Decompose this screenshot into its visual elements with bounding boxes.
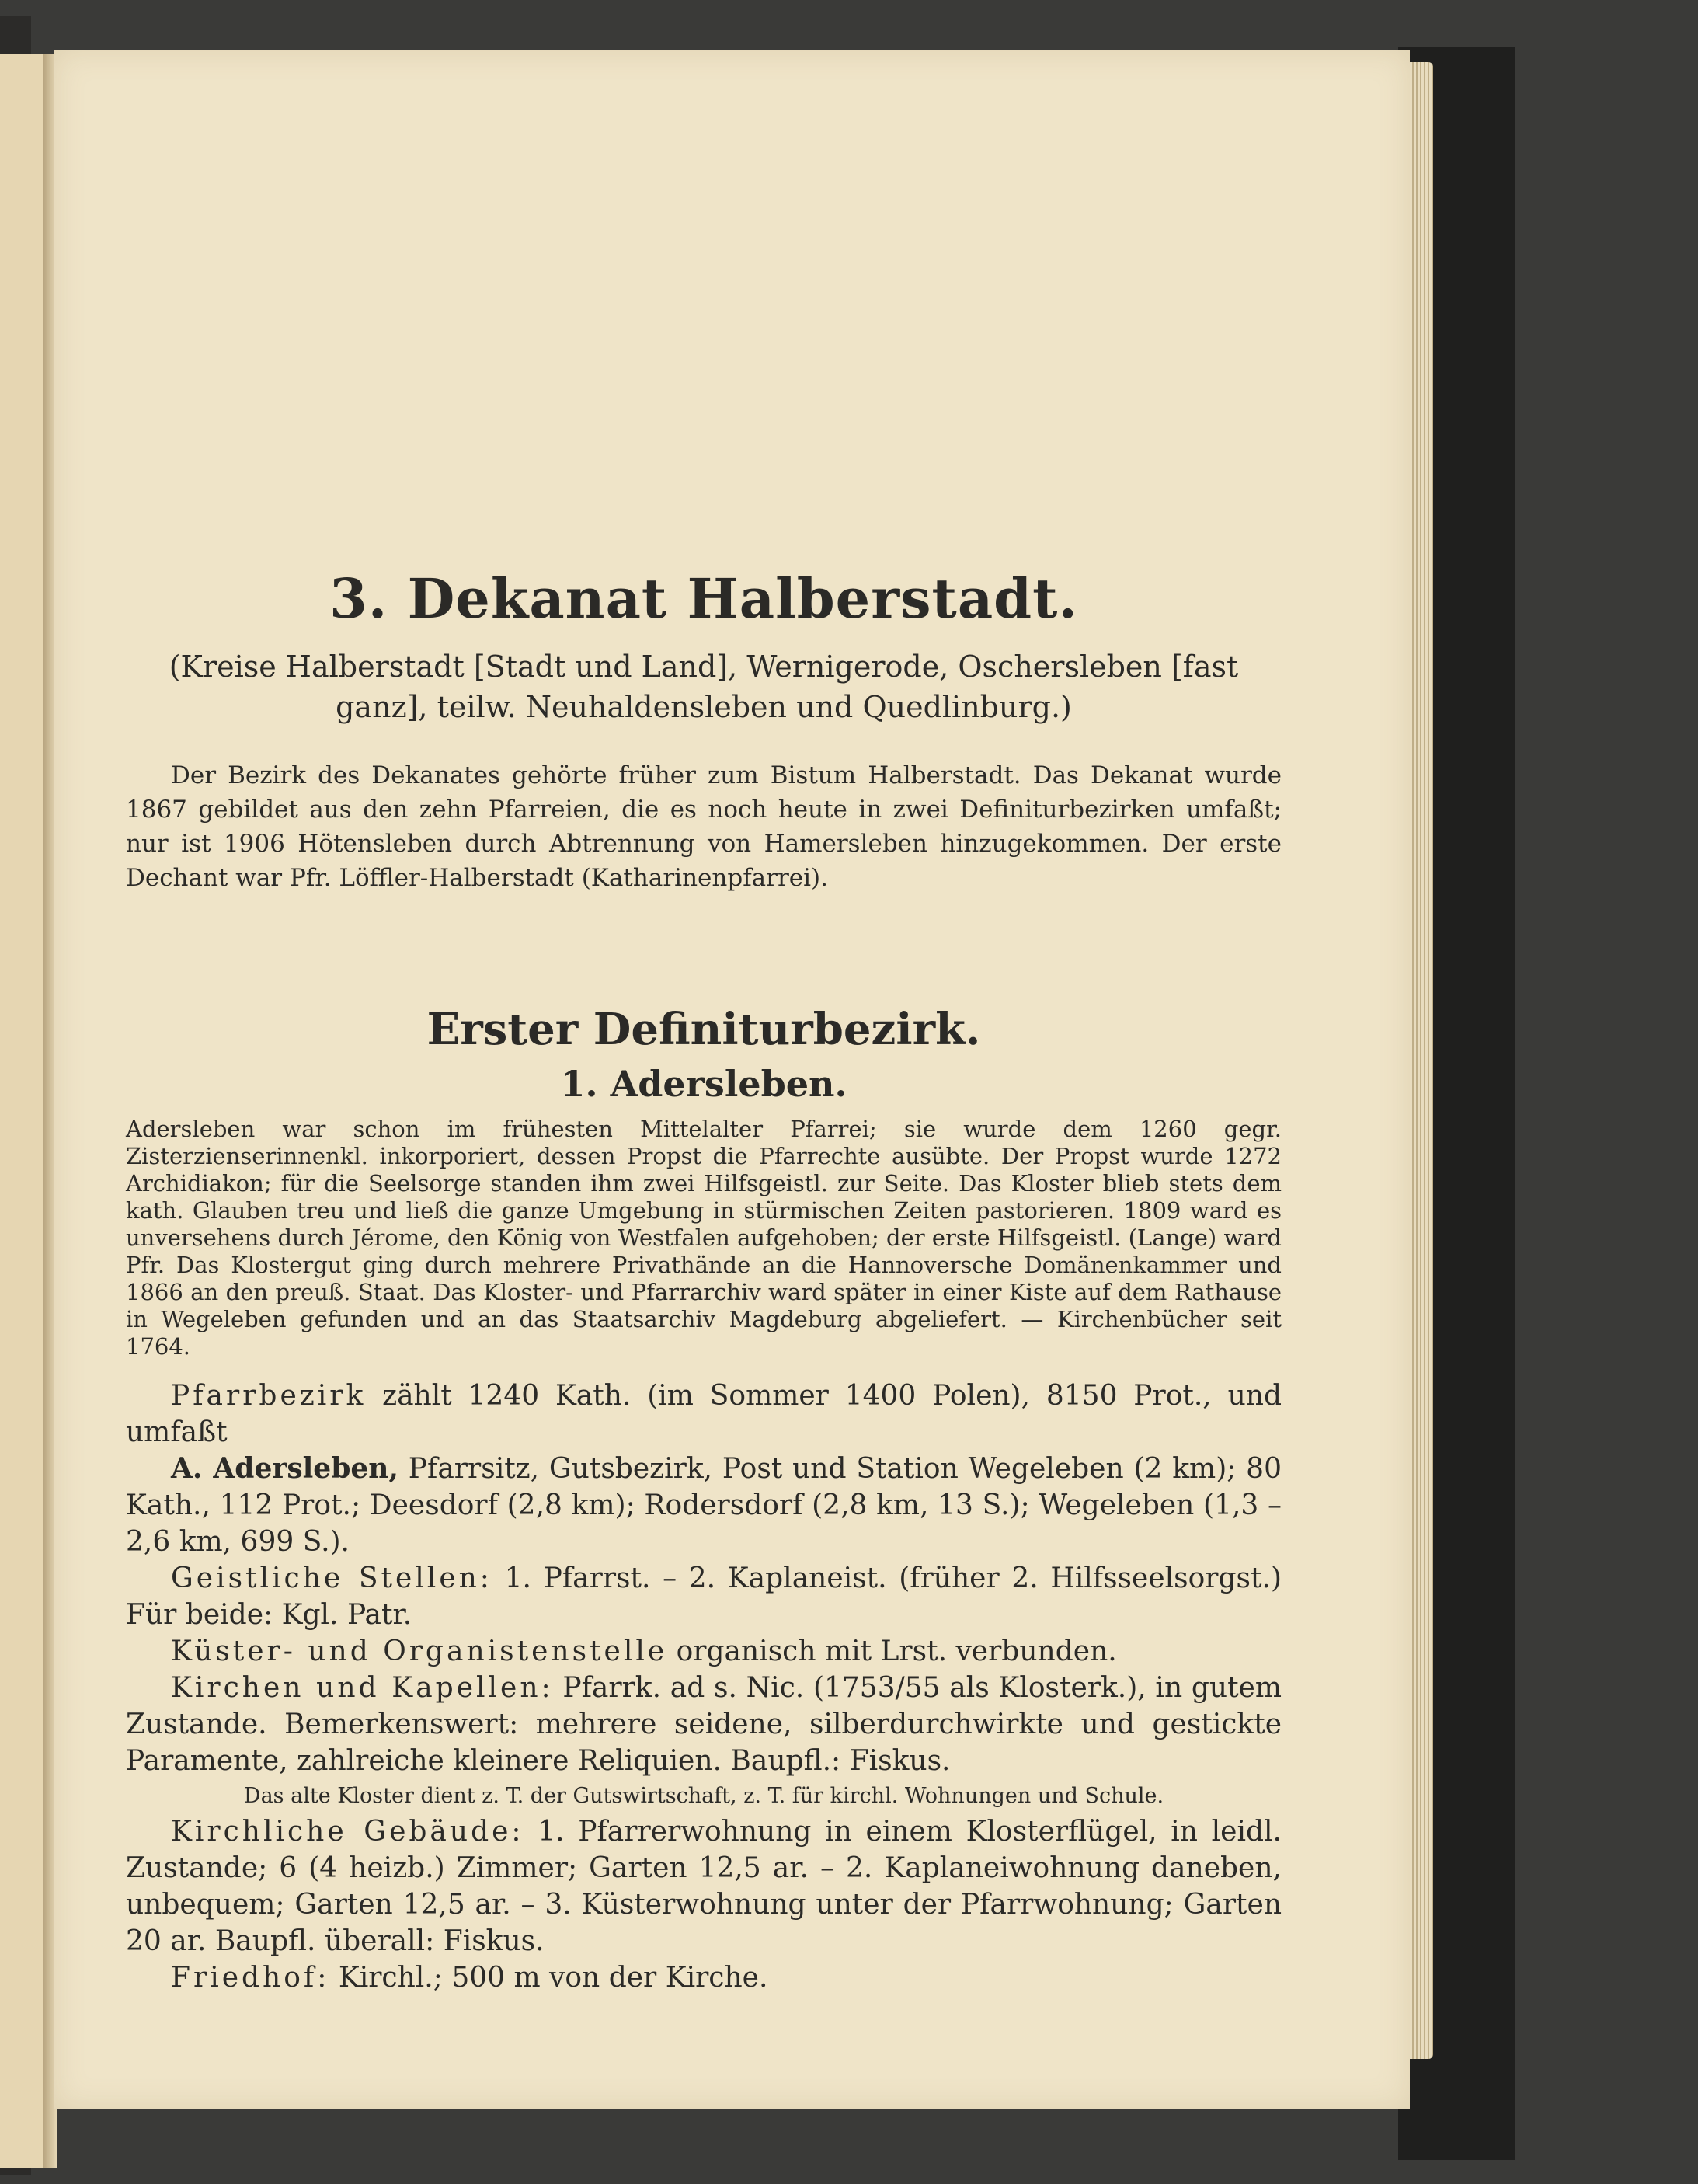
gebaeude-label: Kirchliche Gebäude: (171, 1816, 524, 1848)
kirchen-paragraph (126, 1670, 1282, 1779)
adersleben-paragraph (126, 1451, 1282, 1560)
left-page-edge (0, 54, 47, 2168)
friedhof-label: Friedhof: (171, 1962, 330, 1994)
entry-intro: Adersleben war schon im frühesten Mittelalter Pfarrei; sie wurde dem 1260 gegr. Zisterzienserinnenkl. inkorporiert, dessen Propst die Pfarrechte ausübte. Der Propst wurde 1272 Archidiakon; für die Seelsorge standen ihm zwei Hilfsgeistl. zur Seite. Das Kloster blieb stets dem kath. Glauben treu und ließ die ganze Umgebung in stürmischen Zeiten pastorieren. 1809 ward es unversehens durch Jérome, den König von Westfalen aufgehoben; der erste Hilfsgeistl. (Lange) ward Pfr. Das Klostergut ging durch mehrere Privathände an die Hannoversche Domänenkammer und 1866 an den preuß. Staat. Das Kloster- und Pfarrarchiv ward später in einer Kiste auf dem Rathause in Wegeleben gefunden und an das Staatsarchiv Magdeburg abgeliefert. — Kirchenbücher seit 1764. (126, 1116, 1282, 1360)
adersleben-text: Pfarrsitz, Gutsbezirk, Post und Station Wegeleben (2 km); 80 Kath., 112 Prot.; Deesdorf (2,8 km); Rodersdorf (2,8 km, 13 S.); Wegeleben (1,3 – 2,6 km, 699 S.). (126, 1453, 1282, 1558)
kuester-text: organisch mit Lrst. verbunden. (667, 1635, 1117, 1667)
kirchen-label: Kirchen und Kapellen: (171, 1672, 554, 1704)
gebaeude-paragraph (126, 1813, 1282, 1959)
friedhof-text: Kirchl.; 500 m von der Kirche. (329, 1962, 768, 1994)
kuester-label: Küster- und Organistenstelle (171, 1635, 668, 1667)
gebaeude-text: 1. Pfarrerwohnung in einem Klosterflügel, in leidl. Zustande; 6 (4 heizb.) Zimmer; Garten 12,5 ar. – 2. Kaplaneiwohnung daneben, unbequem; Garten 12,5 ar. – 3. Küsterwohnung unter der Pfarrwohnung; Garten 20 ar. Baupfl. überall: Fiskus. (126, 1816, 1282, 1957)
geistliche-text: 1. Pfarrst. – 2. Kaplaneist. (früher 2. Hilfsseelsorgst.) Für beide: Kgl. Patr. (126, 1562, 1282, 1631)
page-title: 3. Dekanat Halberstadt. (329, 566, 1078, 631)
geistliche-label: Geistliche Stellen: (171, 1562, 492, 1594)
kloster-note: Das alte Kloster dient z. T. der Gutswirtschaft, z. T. für kirchl. Wohnungen und Schule. (243, 1784, 1164, 1808)
pfarrbezirk-paragraph (126, 1378, 1282, 1451)
intro-paragraph: Der Bezirk des Dekanates gehörte früher zum Bistum Halberstadt. Das Dekanat wurde 1867 gebildet aus den zehn Pfarreien, die es noch heute in zwei Definiturbezirken umfaßt; nur ist 1906 Hötensleben durch Abtrennung von Hamersleben hinzugekommen. Der erste Dechant war Pfr. Löffler-Halberstadt (Katharinenpfarrei). (126, 761, 1282, 892)
book-page (54, 50, 1410, 2109)
kuester-paragraph (126, 1633, 1282, 1670)
section-title: Erster Definiturbezirk. (426, 1004, 981, 1055)
page-content (126, 566, 1282, 1996)
entry-title: 1. Adersleben. (560, 1063, 847, 1105)
friedhof-paragraph (126, 1959, 1282, 1996)
adersleben-label: A. Adersleben, (171, 1452, 398, 1485)
kirchen-text: Pfarrk. ad s. Nic. (1753/55 als Klosterk.), in gutem Zustande. Bemerkenswert: mehrere seidene, silberdurchwirkte und gestickte Paramente, zahlreiche kleinere Reliquien. Baupfl.: Fiskus. (126, 1672, 1282, 1777)
page-subtitle: (Kreise Halberstadt [Stadt und Land], Wernigerode, Oschersleben [fast ganz], teilw. Neuhaldensleben und Quedlinburg.) (169, 650, 1239, 724)
geistliche-paragraph (126, 1560, 1282, 1633)
pfarrbezirk-label: Pfarrbezirk (171, 1380, 367, 1412)
pfarrbezirk-text: zählt 1240 Kath. (im Sommer 1400 Polen), 8150 Prot., und umfaßt (126, 1380, 1282, 1448)
